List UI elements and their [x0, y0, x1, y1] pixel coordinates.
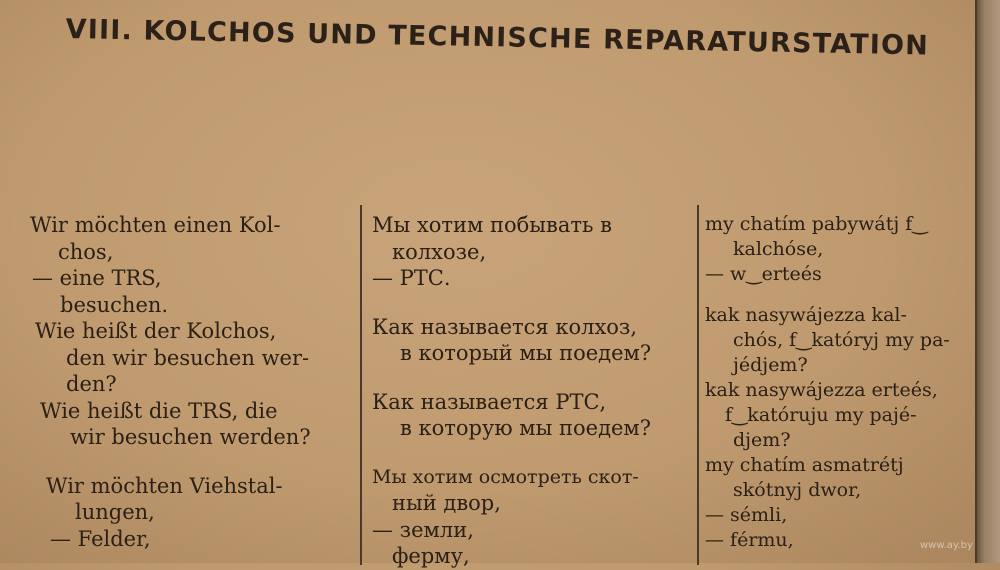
german-column	[30, 212, 355, 552]
russian-line: в который мы поедем?	[400, 341, 652, 365]
transcription-line: chós, f‿katóryj my pa-	[733, 329, 950, 351]
russian-line: колхозе,	[392, 239, 487, 264]
german-line: wir besuchen werden?	[70, 425, 311, 449]
russian-column	[372, 212, 692, 570]
transcription-line: jédjem?	[733, 354, 808, 376]
german-line: Wir möchten Viehstal-	[46, 473, 283, 498]
transcription-line: f‿katóruju my pajé-	[725, 404, 917, 426]
german-line: Wie heißt der Kolchos,	[35, 319, 277, 343]
german-line: den?	[66, 372, 117, 396]
transcription-column	[705, 212, 970, 553]
next-page-edge	[975, 0, 1000, 563]
german-line: — eine TRS,	[32, 266, 162, 290]
russian-line: Мы хотим побывать в	[372, 213, 612, 237]
german-line: den wir besuchen wer-	[66, 345, 310, 370]
transcription-line: — férmu,	[705, 529, 794, 551]
russian-line: ный двор,	[392, 491, 501, 515]
german-line: lungen,	[75, 500, 155, 524]
transcription-line: kak nasywájezza kal-	[705, 304, 907, 326]
german-line: chos,	[58, 239, 114, 264]
russian-line: ферму,	[392, 544, 470, 568]
russian-line: — земли,	[372, 517, 474, 542]
transcription-line: — sémli,	[705, 504, 788, 526]
german-line: — Felder,	[50, 526, 151, 551]
transcription-line: — w‿erteés	[705, 263, 822, 285]
transcription-line: kak nasywájezza erteés,	[705, 379, 938, 401]
transcription-line: skótnyj dwor,	[733, 479, 862, 501]
german-line: Wir möchten einen Kol-	[30, 213, 281, 237]
column-divider-2	[697, 205, 699, 565]
russian-line: Как называется РТС,	[372, 389, 607, 414]
transcription-line: my chatím pabywátj f‿	[705, 213, 928, 235]
russian-line: Как называется колхоз,	[372, 314, 638, 339]
column-divider-1	[360, 205, 362, 565]
watermark: www.ay.by	[920, 540, 973, 551]
transcription-line: my chatím asmatrétj	[705, 454, 904, 476]
russian-line: в которую мы поедем?	[400, 416, 652, 440]
russian-line: Мы хотим осмотреть скот-	[372, 465, 639, 488]
german-line: Wie heißt die TRS, die	[40, 398, 278, 423]
german-line: besuchen.	[60, 292, 169, 317]
chapter-title: VIII. KOLCHOS UND TECHNISCHE REPARATURSTATION	[65, 14, 930, 62]
transcription-line: kalchóse,	[733, 238, 824, 260]
russian-line: — РТС.	[372, 266, 451, 290]
transcription-line: djem?	[733, 429, 791, 451]
